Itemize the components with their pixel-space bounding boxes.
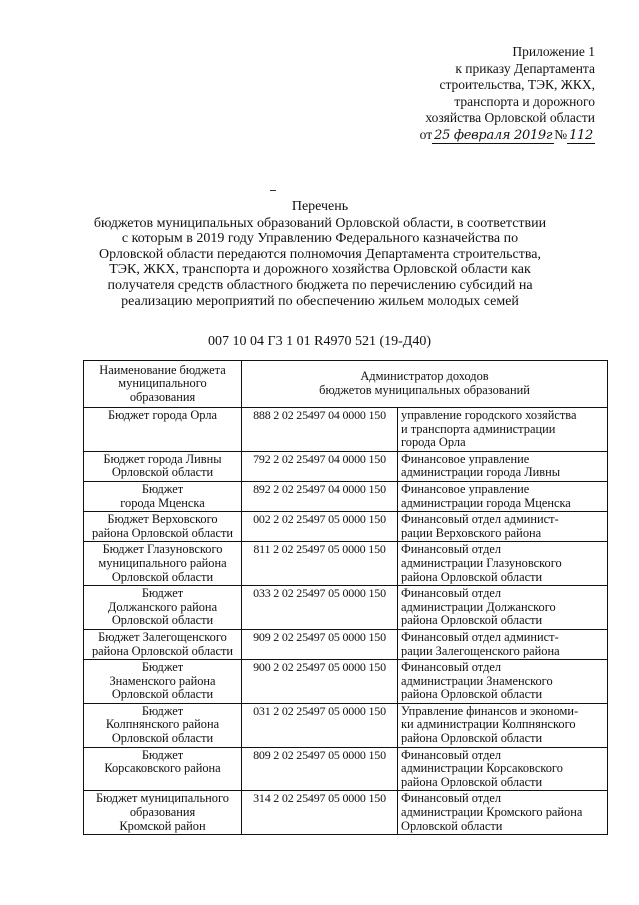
administrator-cell: управление городского хозяйства и транспорта администрации города Орла	[398, 408, 608, 452]
appendix-line: строительства, ТЭК, ЖКХ,	[439, 77, 595, 92]
table-row	[84, 703, 608, 747]
table-row	[84, 791, 608, 835]
stray-mark	[270, 190, 276, 191]
table-row	[84, 586, 608, 630]
appendix-line: транспорта и дорожного	[454, 93, 595, 109]
code-cell: 909 2 02 25497 05 0000 150	[242, 629, 398, 659]
budget-name-cell: Бюджет Глазуновского муниципального района Орловской области	[84, 542, 242, 586]
budget-classification-code: 007 10 04 Г3 1 01 R4970 521 (19-Д40)	[208, 334, 431, 349]
budget-name-cell: Бюджет Колпнянского района Орловской области	[84, 703, 242, 747]
budgets-table	[83, 360, 608, 835]
budget-name-cell: Бюджет города Мценска	[84, 481, 242, 511]
title-heading: Перечень	[291, 199, 349, 214]
code-cell: 031 2 02 25497 05 0000 150	[242, 703, 398, 747]
code-cell: 314 2 02 25497 05 0000 150	[242, 791, 398, 835]
administrator-cell: Финансовый отдел администрации Знаменского района Орловской области	[398, 660, 608, 704]
table-row	[84, 512, 608, 542]
administrator-cell: Финансовый отдел администрации Должанского района Орловской области	[398, 586, 608, 630]
appendix-line: к приказу Департамента	[455, 60, 595, 76]
appendix-line: Приложение 1	[512, 44, 595, 59]
handwritten-date: 25 февраля 2019г	[434, 127, 553, 143]
document-title	[80, 199, 560, 309]
title-body: бюджетов муниципальных образований Орловской области, в соответствии с которым в 2019 году Управлению Федерального казначейства по Орловской области передаются полномочия Департамента строительства, ТЭК, ЖКХ, транспорта и дорожного хозяйства Орловской области как получателя средств областного бюджета по перечислению субсидий на реализацию мероприятий по обеспечению жильем молодых семей	[93, 215, 547, 309]
administrator-cell: Финансовое управление администрации города Ливны	[398, 451, 608, 481]
administrator-cell: Управление финансов и экономи- ки администрации Колпнянского района Орловской области	[398, 703, 608, 747]
administrator-cell: Финансовый отдел администрации Корсаковского района Орловской области	[398, 747, 608, 791]
budget-name-cell: Бюджет Должанского района Орловской области	[84, 586, 242, 630]
code-cell: 888 2 02 25497 04 0000 150	[242, 408, 398, 452]
code-cell: 033 2 02 25497 05 0000 150	[242, 586, 398, 630]
budget-name-cell: Бюджет Залегощенского района Орловской области	[84, 629, 242, 659]
code-cell: 002 2 02 25497 05 0000 150	[242, 512, 398, 542]
header-budget-name: Наименование бюджета муниципального образования	[84, 361, 242, 408]
administrator-cell: Финансовый отдел админист- рации Залегощенского района	[398, 629, 608, 659]
header-revenue-administrator: Администратор доходов бюджетов муниципальных образований	[242, 361, 608, 408]
order-date-line	[420, 127, 595, 145]
table-header-row	[84, 361, 608, 408]
budget-name-cell: Бюджет города Ливны Орловской области	[84, 451, 242, 481]
code-cell: 811 2 02 25497 05 0000 150	[242, 542, 398, 586]
table-row	[84, 408, 608, 452]
budget-name-cell: Бюджет Верховского района Орловской области	[84, 512, 242, 542]
number-prefix: №	[554, 126, 568, 142]
budget-name-cell: Бюджет Знаменского района Орловской области	[84, 660, 242, 704]
code-cell: 892 2 02 25497 04 0000 150	[242, 481, 398, 511]
table-row	[84, 481, 608, 511]
administrator-cell: Финансовый отдел администрации Глазуновского района Орловской области	[398, 542, 608, 586]
table-row	[84, 660, 608, 704]
budget-name-cell: Бюджет города Орла	[84, 408, 242, 452]
table-row	[84, 629, 608, 659]
handwritten-number: 112	[569, 127, 593, 143]
table-row	[84, 747, 608, 791]
table-row	[84, 542, 608, 586]
administrator-cell: Финансовое управление администрации города Мценска	[398, 481, 608, 511]
date-prefix: от	[419, 126, 433, 142]
appendix-block	[420, 44, 595, 144]
appendix-line: хозяйства Орловской области	[425, 110, 595, 125]
code-cell: 809 2 02 25497 05 0000 150	[242, 747, 398, 791]
code-cell: 900 2 02 25497 05 0000 150	[242, 660, 398, 704]
budget-name-cell: Бюджет Корсаковского района	[84, 747, 242, 791]
administrator-cell: Финансовый отдел администрации Кромского района Орловской области	[398, 791, 608, 835]
code-cell: 792 2 02 25497 04 0000 150	[242, 451, 398, 481]
budget-name-cell: Бюджет муниципального образования Кромской район	[84, 791, 242, 835]
table-row	[84, 451, 608, 481]
administrator-cell: Финансовый отдел админист- рации Верховского района	[398, 512, 608, 542]
